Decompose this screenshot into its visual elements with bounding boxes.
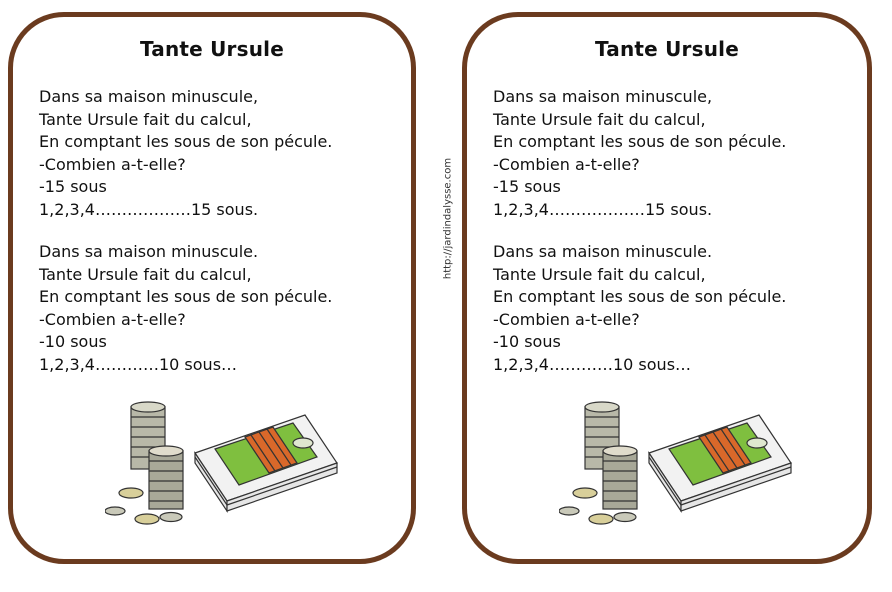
poem-card-left	[8, 12, 416, 564]
verse-1	[39, 86, 332, 221]
verse-line: 1,2,3,4………………15 sous.	[493, 199, 713, 219]
verse-line: -Combien a-t-elle?	[39, 309, 186, 329]
verse-line: Dans sa maison minuscule.	[39, 242, 259, 261]
verse-line: 1,2,3,4………………15 sous.	[39, 199, 259, 219]
verse-line: Tante Ursule fait du calcul,	[493, 264, 706, 284]
verse-2	[493, 241, 786, 376]
coins-and-banknotes-icon	[559, 393, 799, 533]
verse-line: En comptant les sous de son pécule.	[39, 287, 333, 306]
verse-line: 1,2,3,4…………10 sous…	[493, 354, 692, 374]
verse-line: Tante Ursule fait du calcul,	[493, 109, 706, 129]
verse-line: En comptant les sous de son pécule.	[493, 132, 787, 151]
coins-and-banknotes-icon	[105, 393, 345, 533]
verse-2	[39, 241, 332, 376]
verse-line: 1,2,3,4…………10 sous…	[39, 354, 238, 374]
verse-line: -15 sous	[39, 177, 107, 196]
card-title: Tante Ursule	[140, 37, 284, 61]
verse-line: -10 sous	[493, 332, 561, 351]
verse-line: -Combien a-t-elle?	[39, 154, 186, 174]
verse-line: Dans sa maison minuscule,	[493, 87, 713, 106]
verse-line: -15 sous	[493, 177, 561, 196]
verse-1	[493, 86, 786, 221]
verse-line: Tante Ursule fait du calcul,	[39, 264, 252, 284]
verse-line: En comptant les sous de son pécule.	[493, 287, 787, 306]
verse-line: Tante Ursule fait du calcul,	[39, 109, 252, 129]
card-title: Tante Ursule	[595, 37, 739, 61]
verse-line: Dans sa maison minuscule.	[493, 242, 713, 261]
verse-line: -Combien a-t-elle?	[493, 309, 640, 329]
verse-line: -10 sous	[39, 332, 107, 351]
verse-line: -Combien a-t-elle?	[493, 154, 640, 174]
verse-line: En comptant les sous de son pécule.	[39, 132, 333, 151]
poem-card-right	[462, 12, 872, 564]
verse-line: Dans sa maison minuscule,	[39, 87, 259, 106]
source-url-text: http://jardindalysse.com	[442, 157, 454, 280]
